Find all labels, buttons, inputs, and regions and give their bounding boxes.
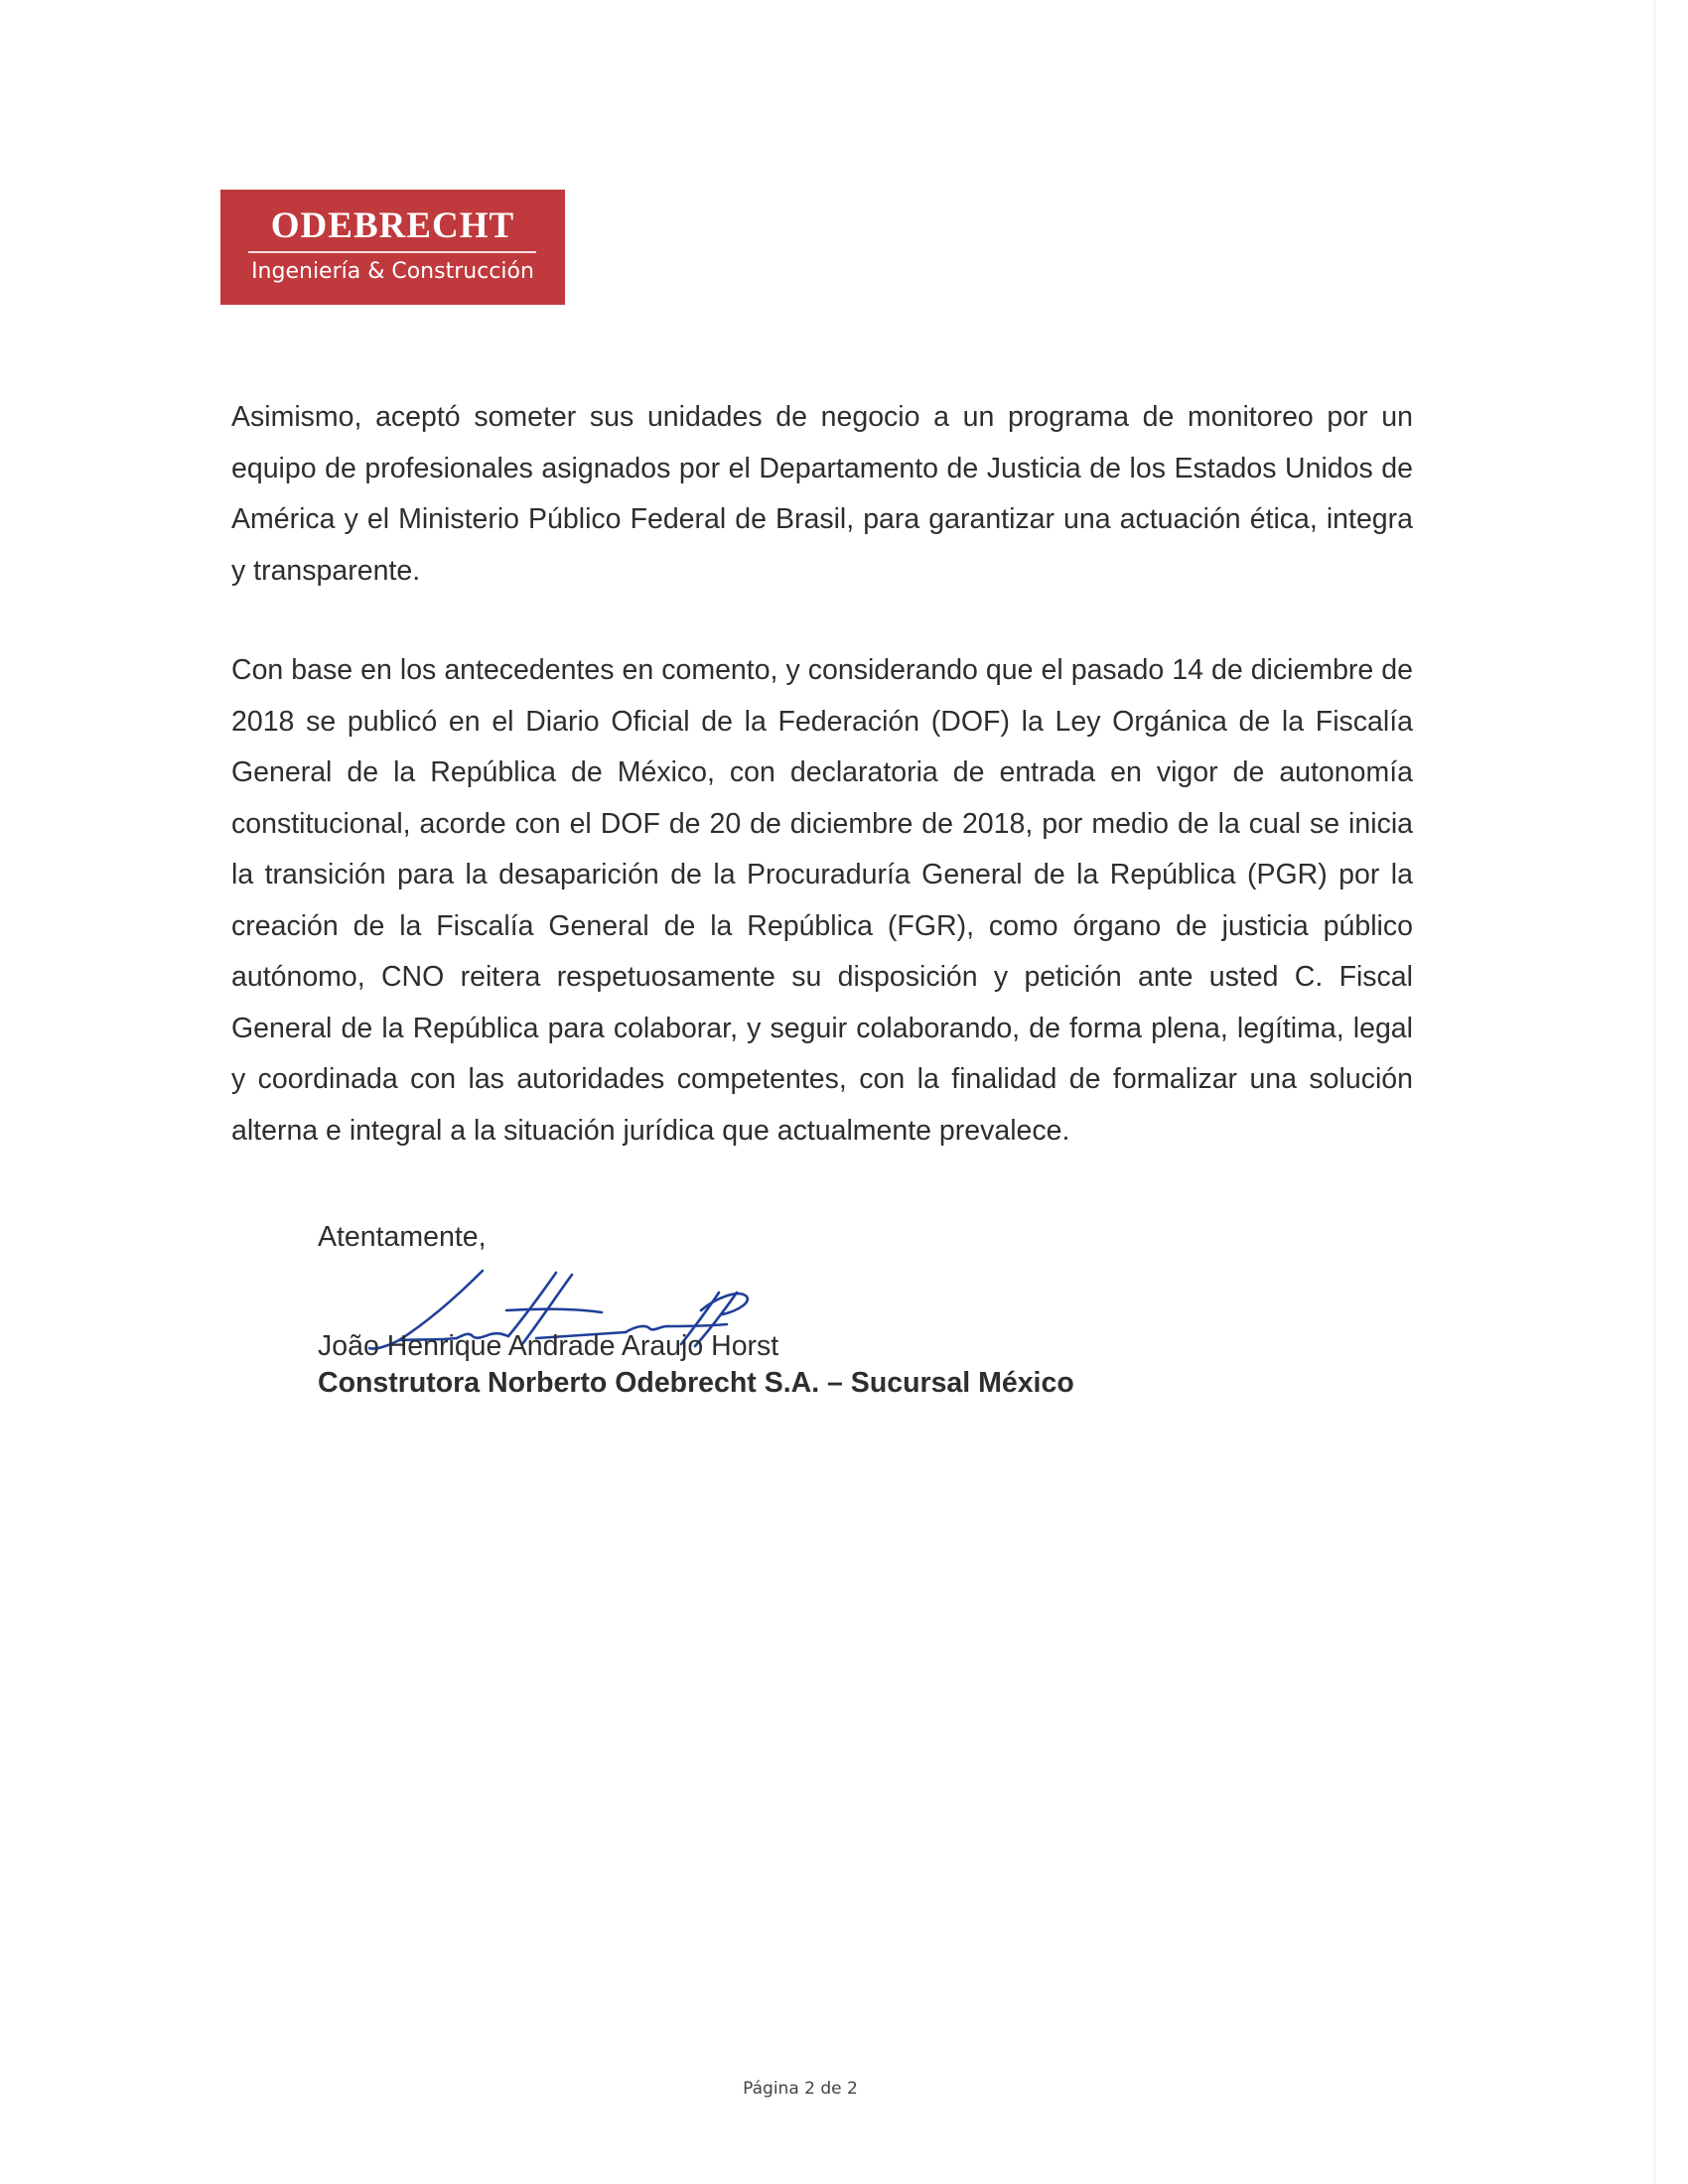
- logo-divider: [248, 251, 536, 253]
- closing-salutation: Atentamente,: [318, 1221, 487, 1253]
- page-number: Página 2 de 2: [743, 2079, 858, 2099]
- body-paragraph-1: Asimismo, aceptó someter sus unidades de negocio a un programa de monitoreo por un equipo de profesionales asignados por el Departamento de Justicia de los Estados Unidos de América y el Ministerio Público Federal de Brasil, para garantizar una actuación ética, integra y transparente.: [231, 401, 1413, 587]
- company-logo: [220, 190, 565, 305]
- scan-edge-line: [1654, 0, 1655, 2184]
- logo-subtitle: Ingeniería & Construcción: [251, 259, 534, 284]
- signer-name: João Henrique Andrade Araujo Horst: [318, 1330, 779, 1362]
- body-paragraph-2: Con base en los antecedentes en comento, y considerando que el pasado 14 de diciembre de 2018 se publicó en el Diario Oficial de la Federación (DOF) la Ley Orgánica de la Fiscalía General de la República de México, con declaratoria de entrada en vigor de autonomía constitucional, acorde con el DOF de 20 de diciembre de 2018, por medio de la cual se inicia la transición para la desaparición de la Procuraduría General de la República (PGR) por la creación de la Fiscalía General de la República (FGR), como órgano de justicia público autónomo, CNO reitera respetuosamente su disposición y petición ante usted C. Fiscal General de la República para colaborar, y seguir colaborando, de forma plena, legítima, legal y coordinada con las autoridades competentes, con la finalidad de formalizar una solución alterna e integral a la situación jurídica que actualmente prevalece.: [231, 654, 1413, 1147]
- logo-name: ODEBRECHT: [270, 205, 515, 246]
- signer-company: Construtora Norberto Odebrecht S.A. – Sucursal México: [318, 1367, 1074, 1399]
